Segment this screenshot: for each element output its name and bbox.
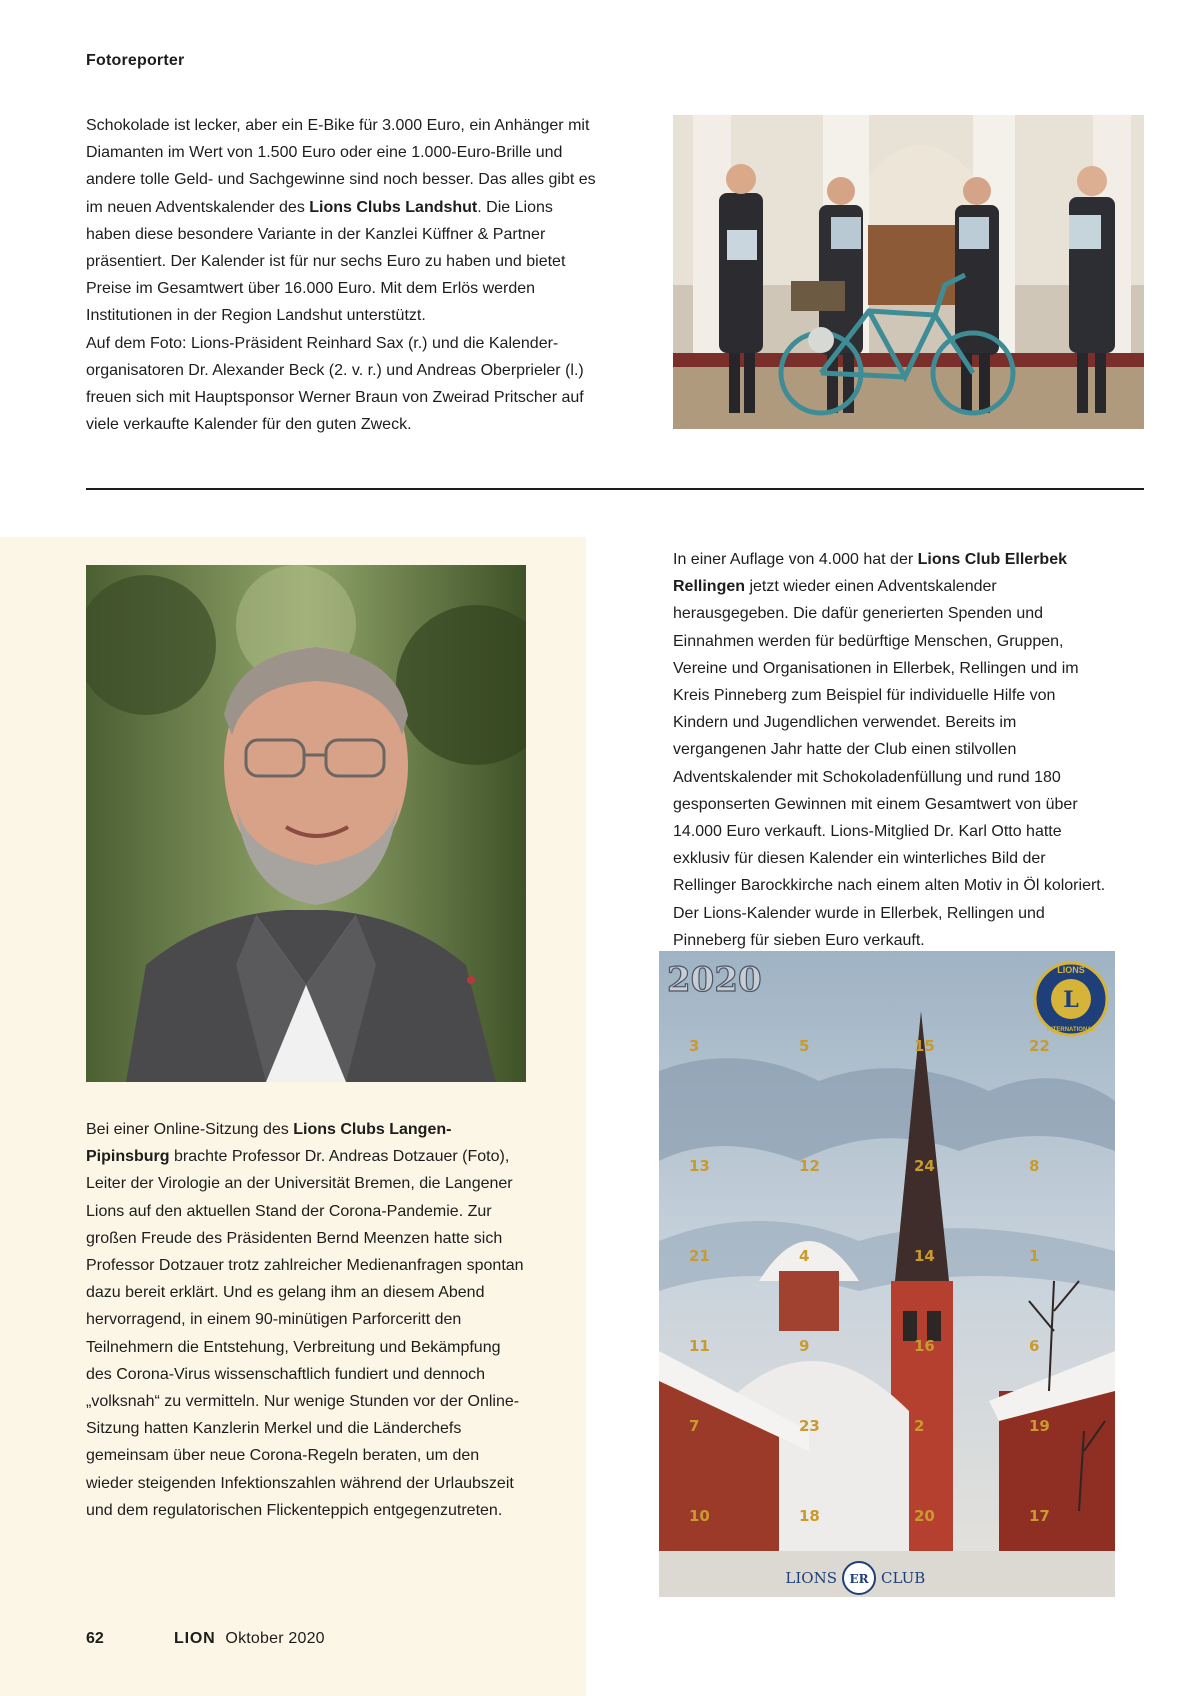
calendar-door-7: 7 xyxy=(689,1417,700,1435)
calendar-door-24: 24 xyxy=(914,1157,935,1175)
article-landshut-text-a: Schokolade ist lecker, aber ein E-Bike für 3.000 Euro, ein Anhänger mit Diamanten im Wert von 1.500 Euro oder eine 1.000-Euro-Brille und andere tolle Geld- und Sachgewinne sind noch besser. Das alles gibt es im neuen Adventskalender des xyxy=(86,117,596,216)
issue-date: Oktober 2020 xyxy=(225,1630,325,1647)
article-ellerbek-text-a: In einer Auflage von 4.000 hat der xyxy=(673,551,918,568)
calendar-door-3: 3 xyxy=(689,1037,700,1055)
calendar-door-13: 13 xyxy=(689,1157,710,1175)
calendar-door-19: 19 xyxy=(1029,1417,1050,1435)
calendar-door-22: 22 xyxy=(1029,1037,1050,1055)
calendar-door-9: 9 xyxy=(799,1337,810,1355)
emblem-letter: L xyxy=(1063,987,1079,1013)
calendar-door-4: 4 xyxy=(799,1247,810,1265)
calendar-door-6: 6 xyxy=(1029,1337,1040,1355)
calendar-door-20: 20 xyxy=(914,1507,935,1525)
calendar-footer-mid: ER xyxy=(849,1572,869,1586)
calendar-door-17: 17 xyxy=(1029,1507,1050,1525)
article-landshut-text-b: . Die Lions haben diese besondere Variante in der Kanzlei Küffner & Partner präsentiert. Der Kalender ist für nur sechs Euro zu haben und bietet Preise im Gesamtwert über 16.000 Euro. Mit dem Erlös werden Institutionen in der Region Landshut unterstützt. xyxy=(86,198,566,325)
calendar-door-5: 5 xyxy=(799,1037,810,1055)
calendar-door-18: 18 xyxy=(799,1507,820,1525)
calendar-door-10: 10 xyxy=(689,1507,710,1525)
magazine-name: LION xyxy=(174,1630,216,1647)
article-ellerbek xyxy=(673,546,1113,954)
article-langen xyxy=(86,1116,526,1524)
calendar-year: 2020 xyxy=(667,960,762,1000)
calendar-door-8: 8 xyxy=(1029,1157,1040,1175)
emblem-top-text: LIONS xyxy=(1057,965,1085,975)
emblem-bottom-text: INTERNATIONAL xyxy=(1046,1027,1096,1033)
calendar-footer-left: LIONS xyxy=(785,1569,837,1587)
calendar-door-14: 14 xyxy=(914,1247,935,1265)
page-footer xyxy=(86,1630,325,1648)
calendar-door-23: 23 xyxy=(799,1417,820,1435)
portrait-photo xyxy=(86,565,526,1082)
page-number: 62 xyxy=(86,1630,104,1647)
club-name-langen: Lions Clubs Langen-Pipinsburg xyxy=(86,1121,452,1166)
calendar-door-15: 15 xyxy=(914,1037,935,1055)
calendar-door-12: 12 xyxy=(799,1157,820,1175)
landshut-group-photo xyxy=(673,115,1144,429)
calendar-door-2: 2 xyxy=(914,1417,925,1435)
article-landshut-caption: Auf dem Foto: Lions-Präsident Reinhard Sax (r.) und die Kalender-organisatoren Dr. Alexander Beck (2. v. r.) und Andreas Oberprieler (l.) freuen sich mit Hauptsponsor Werner Braun von Zweirad Pritscher auf viele verkaufte Kalender für den guten Zweck. xyxy=(86,334,584,434)
calendar-door-1: 1 xyxy=(1029,1247,1040,1265)
article-landshut xyxy=(86,112,596,438)
calendar-door-11: 11 xyxy=(689,1337,710,1355)
article-langen-text-a: Bei einer Online-Sitzung des xyxy=(86,1121,294,1138)
lions-emblem-icon xyxy=(1035,963,1107,1035)
calendar-footer-right: CLUB xyxy=(881,1569,926,1587)
club-name-ellerbek: Lions Club Ellerbek Rellingen xyxy=(673,551,1067,596)
club-name-landshut: Lions Clubs Landshut xyxy=(309,198,478,216)
calendar-door-21: 21 xyxy=(689,1247,710,1265)
advent-calendar-image xyxy=(659,951,1115,1597)
calendar-door-16: 16 xyxy=(914,1337,935,1355)
section-label: Fotoreporter xyxy=(86,52,185,69)
section-divider xyxy=(86,488,1144,490)
article-langen-text-b: brachte Professor Dr. Andreas Dotzauer (Foto), Leiter der Virologie an der Universität Bremen, die Langener Lions auf den aktuellen Stand der Corona-Pandemie. Zur großen Freude des Präsidenten Bernd Meenzen hatte sich Professor Dotzauer trotz zahlreicher Medienanfragen spontan dazu bereit erklärt. Und es gelang ihm an diesem Abend hervorragend, in einem 90-minütigen Parforceritt den Teilnehmern die Entstehung, Verbreitung und Bekämpfung des Corona-Virus wissenschaftlich fundiert und dennoch „volksnah“ zu vermitteln. Nur wenige Stunden vor der Online-Sitzung hatten Kanzlerin Merkel und die Länderchefs gemeinsam über neue Corona-Regeln beraten, um den wieder steigenden Infektionszahlen während der Urlaubszeit und dem regulatorischen Flickenteppich entgegenzutreten. xyxy=(86,1148,524,1519)
article-ellerbek-text-b: jetzt wieder einen Adventskalender herausgegeben. Die dafür generierten Spenden und Einnahmen werden für bedürftige Menschen, Gruppen, Vereine und Organisationen in Ellerbek, Rellingen und im Kreis Pinneberg zum Beispiel für individuelle Hilfe von Kindern und Jugendlichen verwendet. Bereits im vergangenen Jahr hatte der Club einen stilvollen Adventskalender mit Schokoladenfüllung und rund 180 gesponserten Gewinnen mit einem Gesamtwert von über 14.000 Euro verkauft. Lions-Mitglied Dr. Karl Otto hatte exklusiv für diesen Kalender ein winterliches Bild der Rellinger Barockkirche nach einem alten Motiv in Öl koloriert. Der Lions-Kalender wurde in Ellerbek, Rellingen und Pinneberg für sieben Euro verkauft. xyxy=(673,578,1106,949)
